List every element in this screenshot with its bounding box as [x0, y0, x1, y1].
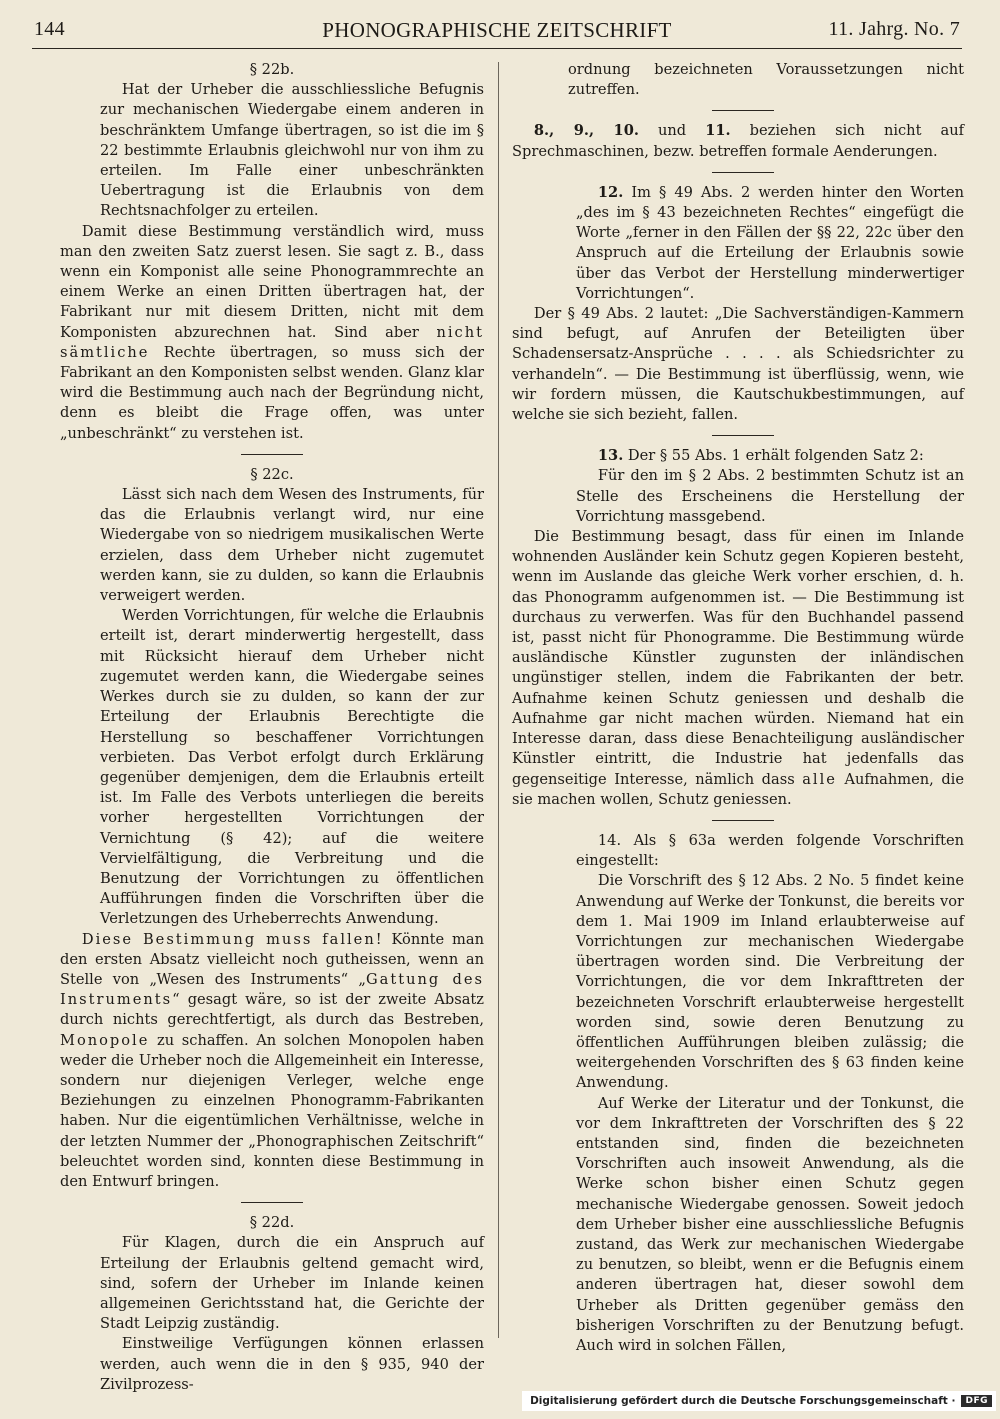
item-12: 12. Im § 49 Abs. 2 werden hinter den Worten „des im § 43 bezeichneten Rechtes“ eingefügt die Worte „ferner in den Fällen der §§ 22, 22c über den Anspruch auf die Erteilung der Erlaubnis sowie über das Verbot der Herstellung minderwertiger Vorrichtungen“.	[576, 183, 964, 302]
commentary-13: Die Bestimmung besagt, dass für einen im Inlande wohnenden Ausländer kein Schutz gegen Kopieren besteht, wenn im Auslande das gleiche Werk vorher erschien, d. h. das Phonogramm aufgenommen ist. — Die Bestimmung ist durchaus zu verwerfen. Was für den Buchhandel passend ist, passt nicht für Phonogramme. Die Bestimmung würde ausländische Künstler zugunsten der inländischen ungünstiger stellen, indem die Fabrikanten der betr. Aufnahme keinen Schutz geniessen und deshalb die Aufnahme gar nicht machen würden. Niemand hat ein Interesse daran, dass diese Benachteiligung ausländischer Künstler eintritt, die Industrie hat jedenfalls das gegenseitige Interesse, nämlich dass alle Aufnahmen, die sie machen wollen, Schutz geniessen.	[512, 528, 964, 808]
item-14: 14. Als § 63a werden folgende Vorschriften eingestellt:	[576, 831, 964, 870]
section-22c-para-1: Lässt sich nach dem Wesen des Instruments, für das die Erlaubnis verlangt wird, nur eine Wiedergabe von so niedrigem musikalischen Werte erzielen, dass dem Urheber nicht zugemutet werden kann, sie zu dulden, so kann die Erlaubnis verweigert werden.	[100, 486, 484, 605]
commentary-22b: Damit diese Bestimmung verständlich wird, muss man den zweiten Satz zuerst lesen. Sie sagt z. B., dass wenn ein Komponist alle seine Phonogrammrechte an einem Werke an einen Dritten übertragen hat, der Fabrikant nur mit diesem Dritten, nicht mit dem Komponisten abzurechnen hat. Sind aber nicht sämtliche Rechte übertragen, so muss sich der Fabrikant an den Komponisten selbst wenden. Glanz klar wird die Bestimmung auch nach der Begründung nicht, denn es bleibt die Frage offen, was unter „unbeschränkt“ zu verstehen ist.	[60, 222, 484, 442]
page-number: 144	[34, 18, 65, 40]
continuation-text: ordnung bezeichneten Voraussetzungen nicht zutreffen.	[568, 61, 964, 99]
section-22c-title: § 22c.	[250, 465, 294, 483]
section-22c-para-2: Werden Vorrichtungen, für welche die Erlaubnis erteilt ist, derart minderwertig hergestellt, dass mit Rücksicht hierauf dem Urheber nicht zugemutet werden kann, die Wiedergabe seines Werkes durch sie zu dulden, so kann der zur Erteilung der Erlaubnis Berechtigte die Herstellung so beschaffener Vorrichtungen verbieten. Das Verbot erfolgt durch Erklärung gegenüber demjenigen, dem die Erlaubnis erteilt ist. Im Falle des Verbots unterliegen die bereits vorher hergestellten Vorrichtungen der Vernichtung (§ 42); auf die weitere Vervielfältigung, die Verbreitung und die Benutzung der Vorrichtungen zu öffentlichen Aufführungen finden die Vorschriften über die Verletzungen des Urheberrechts Anwendung.	[100, 607, 484, 928]
item-14-para-2: Auf Werke der Literatur und der Tonkunst, die vor dem Inkrafttreten der Vorschriften des § 22 entstanden sind, finden die bezeichneten Vorschriften auch insoweit Anwendung, als die Werke schon bisher einen Schutz gegen mechanische Wiedergabe genossen. Soweit jedoch dem Urheber bisher eine ausschliessliche Befugnis zustand, das Werk zur mechanischen Wiedergabe zu benutzen, so bleibt, wenn er die Befugnis einem anderen übertragen hat, dieser sowohl dem Urheber als Dritten gegenüber gemäss den bisherigen Vorschriften zu der Benutzung befugt. Auch wird in solchen Fällen,	[576, 1094, 964, 1354]
page-header	[32, 14, 962, 49]
divider	[712, 110, 774, 111]
item-14-para-1: Die Vorschrift des § 12 Abs. 2 No. 5 findet keine Anwendung auf Werke der Tonkunst, die bereits vor dem 1. Mai 1909 im Inland erlaubterweise auf Vorrichtungen zur mechanischen Wiedergabe übertragen worden sind. Die Verbreitung der Vorrichtungen, die vor dem Inkrafttreten der bezeichneten Vorschrift erlaubterweise hergestellt worden sind, sowie deren Benutzung zu öffentlichen Aufführungen bleiben zulässig; die weitergehenden Vorschriften des § 63 finden keine Anwendung.	[576, 872, 964, 1092]
item-13: 13. Der § 55 Abs. 1 erhält folgenden Satz 2:	[597, 447, 924, 465]
right-column	[512, 60, 964, 1359]
item-13-quote: Für den im § 2 Abs. 2 bestimmten Schutz ist an Stelle des Erscheinens die Herstellung der Vorrichtung massgebend.	[576, 467, 964, 525]
divider	[712, 172, 774, 173]
section-22d-para-1: Für Klagen, durch die ein Anspruch auf Erteilung der Erlaubnis geltend gemacht wird, sind, sofern der Urheber im Inlande keinen allgemeinen Gerichtsstand hat, die Gerichte der Stadt Leipzig zuständig.	[100, 1234, 484, 1333]
items-8-11: 8., 9., 10. und 11. beziehen sich nicht auf Sprechmaschinen, bezw. betreffen formale Aenderungen.	[512, 122, 965, 160]
divider	[241, 454, 303, 455]
issue-info: 11. Jahrg. No. 7	[828, 18, 960, 40]
credit-text: Digitalisierung gefördert durch die Deutsche Forschungsgemeinschaft ·	[530, 1395, 956, 1407]
commentary-12: Der § 49 Abs. 2 lautet: „Die Sachverständigen-Kammern sind befugt, auf Anrufen der Beteiligten über Schadensersatz-Ansprüche . . . . als Schiedsrichter zu verhandeln“. — Die Bestimmung ist überflüssig, wenn, wie wir fordern müssen, die Kautschukbestimmungen, auf welche sie sich bezieht, fallen.	[512, 305, 964, 424]
divider	[712, 435, 774, 436]
column-divider	[498, 62, 499, 1338]
journal-title: PHONOGRAPHISCHE ZEITSCHRIFT	[322, 18, 672, 42]
divider	[241, 1202, 303, 1203]
section-22b-text: Hat der Urheber die ausschliessliche Befugnis zur mechanischen Wiedergabe einem anderen in beschränktem Umfange übertragen, so ist die im § 22 bestimmte Erlaubnis gleichwohl nur von ihm zu erteilen. Im Falle einer unbeschränkten Uebertragung ist die Erlaubnis von dem Rechtsnachfolger zu erteilen.	[100, 81, 484, 220]
section-22d-title: § 22d.	[249, 1214, 295, 1232]
left-column	[60, 60, 484, 1393]
divider	[712, 820, 774, 821]
commentary-22c: Diese Bestimmung muss fallen! Könnte man den ersten Absatz vielleicht noch gutheissen, wenn an Stelle von „Wesen des Instruments“ „Gattung des Instruments“ gesagt wäre, so ist der zweite Absatz durch nichts gerechtfertigt, als durch das Bestreben, Monopole zu schaffen. An solchen Monopolen haben weder die Urheber noch die Allgemeinheit ein Interesse, sondern nur diejenigen Verleger, welche enge Beziehungen zu einzelnen Phonogramm-Fabrikanten haben. Nur die eigentümlichen Verhältnisse, welche in der letzten Nummer der „Phonographischen Zeitschrift“ beleuchtet worden sind, konnten diese Bestimmung in den Entwurf bringen.	[60, 930, 484, 1190]
section-22b-title: § 22b.	[249, 61, 295, 78]
dfg-logo: DFG	[961, 1395, 992, 1407]
digitization-credit	[522, 1391, 996, 1411]
section-22d-para-2: Einstweilige Verfügungen können erlassen werden, auch wenn die in den § 935, 940 der Zivilprozess-	[100, 1335, 484, 1393]
